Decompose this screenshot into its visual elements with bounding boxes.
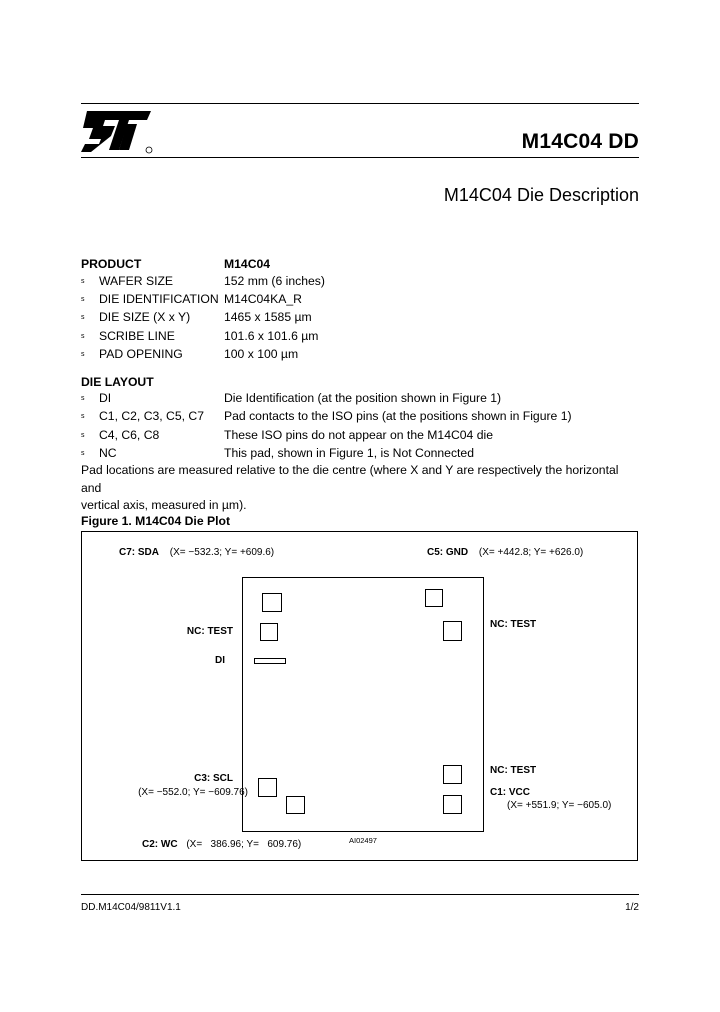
header-rule <box>81 157 639 158</box>
label-c1-coords: (X= +551.9; Y= −605.0) <box>507 800 612 811</box>
label-nc-test-right-bottom: NC: TEST <box>490 765 537 776</box>
part-number: M14C04 DD <box>521 130 639 153</box>
bullet-icon: s <box>81 278 85 285</box>
pad-c7-sda <box>262 593 282 612</box>
list-item: s C1, C2, C3, C5, C7 Pad contacts to the ISO pins (at the positions shown in Figure 1) <box>81 409 572 423</box>
product-heading-label: PRODUCT <box>81 257 142 271</box>
bullet-icon: s <box>81 450 85 457</box>
label-c5: C5: GND (X= +442.8; Y= +626.0) <box>427 547 584 558</box>
list-item: s NC This pad, shown in Figure 1, is Not Connected <box>81 446 474 460</box>
pad-nc-test-right-top <box>443 621 462 641</box>
label-c2: C2: WC (X= 386.96; Y= 609.76) <box>142 839 302 850</box>
list-item: s SCRIBE LINE 101.6 x 101.6 µm <box>81 329 319 343</box>
bullet-icon: s <box>81 296 85 303</box>
label-c7: C7: SDA (X= −532.3; Y= +609.6) <box>119 547 275 558</box>
list-item: s DIE IDENTIFICATION M14C04KA_R <box>81 292 302 306</box>
bullet-icon: s <box>81 333 85 340</box>
product-heading <box>81 257 641 273</box>
drawing-id: AI02497 <box>349 836 377 845</box>
pad-nc-test-right-bottom <box>443 765 462 784</box>
list-item: s DI Die Identification (at the position shown in Figure 1) <box>81 391 502 405</box>
list-item: s C4, C6, C8 These ISO pins do not appear on the M14C04 die <box>81 428 493 442</box>
document-id: DD.M14C04/9811V1.1 <box>81 902 181 913</box>
pad-c1-vcc <box>443 795 462 814</box>
pad-c2-wc <box>286 796 305 814</box>
die-outline <box>242 577 484 832</box>
page-number: 1/2 <box>625 902 639 913</box>
footer-rule <box>81 894 639 895</box>
label-nc-test-left: NC: TEST <box>186 626 233 637</box>
die-identification-mark <box>254 658 286 664</box>
label-c3: C3: SCL <box>194 773 233 784</box>
list-item: s WAFER SIZE 152 mm (6 inches) <box>81 274 325 288</box>
bullet-icon: s <box>81 314 85 321</box>
top-rule <box>81 103 639 104</box>
bullet-icon: s <box>81 432 85 439</box>
figure-title: Figure 1. M14C04 Die Plot <box>81 514 230 528</box>
list-item: s DIE SIZE (X x Y) 1465 x 1585 µm <box>81 310 312 324</box>
pad-c5-gnd <box>425 589 443 607</box>
bullet-icon: s <box>81 395 85 402</box>
bullet-icon: s <box>81 351 85 358</box>
pad-c3-scl <box>258 778 277 797</box>
st-logo-icon <box>81 108 153 154</box>
bullet-icon: s <box>81 413 85 420</box>
product-heading-value: M14C04 <box>224 257 271 271</box>
page-title: M14C04 Die Description <box>443 185 639 205</box>
list-item: s PAD OPENING 100 x 100 µm <box>81 347 299 361</box>
die-layout-heading: DIE LAYOUT <box>81 375 154 389</box>
label-c3-coords: (X= −552.0; Y= −609.76) <box>138 787 248 798</box>
label-di: DI <box>215 655 225 666</box>
label-c1: C1: VCC <box>490 787 531 798</box>
pad-location-note: Pad locations are measured relative to the die centre (where X and Y are respectively the horizontal and vertical axis, measured in µm). <box>81 463 619 512</box>
label-nc-test-right-top: NC: TEST <box>490 619 537 630</box>
st-logo <box>81 108 153 154</box>
pad-nc-test-left <box>260 623 278 641</box>
